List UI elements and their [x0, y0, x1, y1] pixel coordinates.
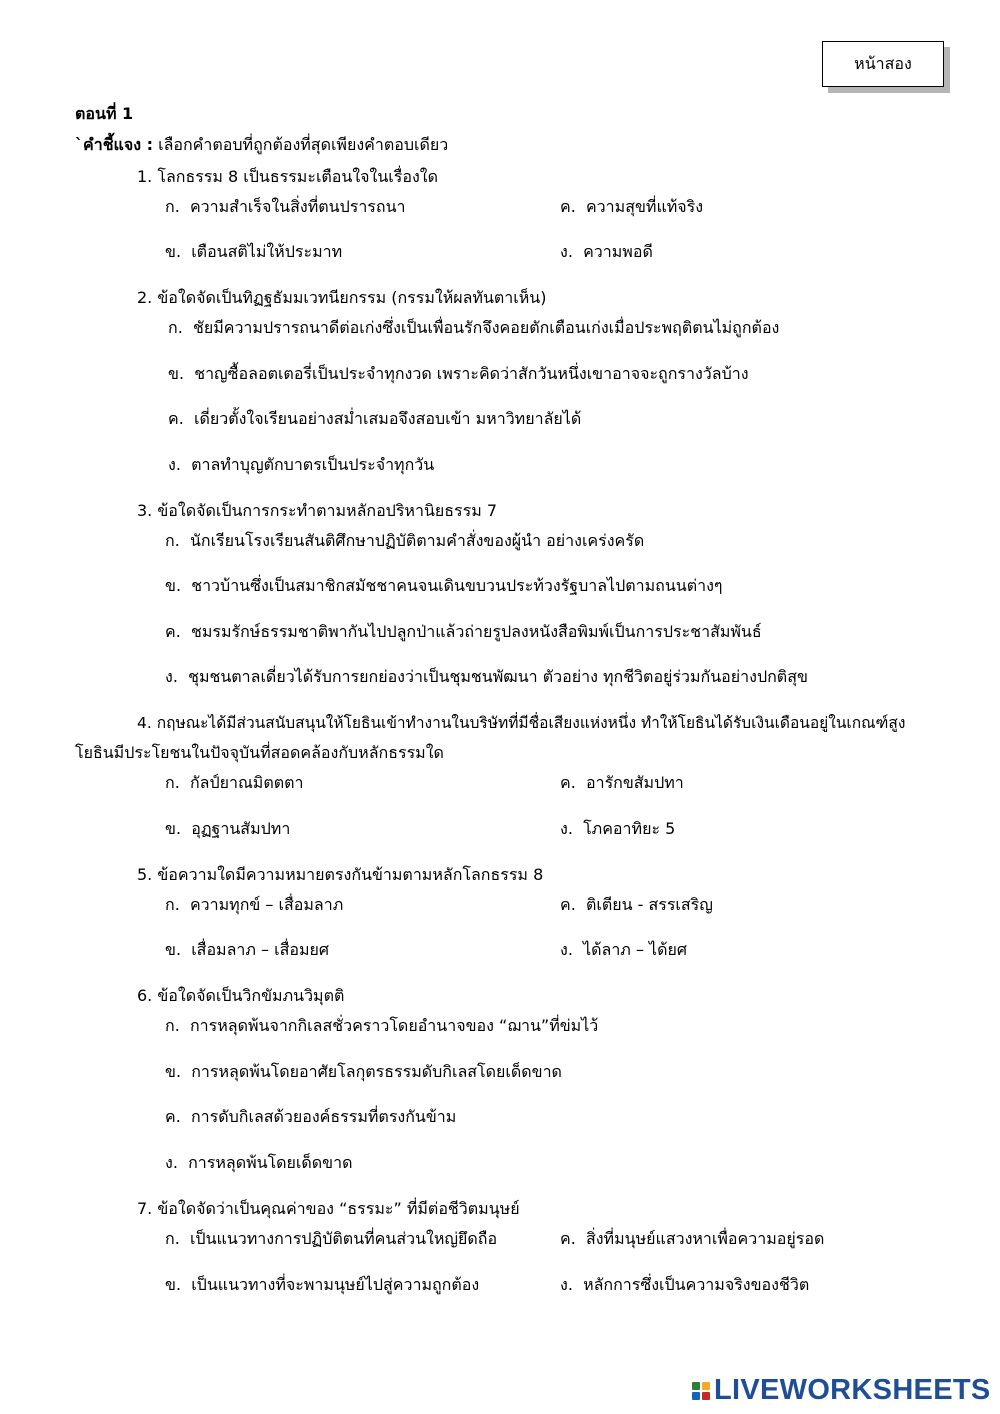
option-text: การหลุดพ้นจากกิเลสชั่วคราวโดยอำนาจของ “ฌาน”ที่ข่มไว้	[189, 1016, 599, 1035]
option-text: ชัยมีความปรารถนาดีต่อเก่งซึ่งเป็นเพื่อนรักจึงคอยตักเตือนเก่งเมื่อประพฤติตนไม่ถูกต้อง	[192, 318, 780, 337]
question-3: 3. ข้อใดจัดเป็นการกระทำตามหลักอปริหานิยธรรม 7	[137, 501, 498, 520]
instruction-label: `คำชี้แจง :	[75, 135, 154, 154]
option-text: ได้ลาภ – ได้ยศ	[583, 940, 687, 959]
option-text: อุฏฐานสัมปทา	[191, 819, 291, 838]
instruction-text: เลือกคำตอบที่ถูกต้องที่สุดเพียงคำตอบเดียว	[158, 135, 449, 154]
option-text: กัลป์ยาณมิตตตา	[189, 773, 304, 792]
question-4-line1: 4. กฤษณะได้มีส่วนสนับสนุนให้โยธินเข้าทำงานในบริษัทที่มีชื่อเสียงแห่งหนึ่ง ทำให้โยธินได้รับเงินเดือนอยู่ในเกณฑ์สูง	[137, 714, 906, 732]
option-text: การดับกิเลสด้วยองค์ธรรมที่ตรงกันข้าม	[190, 1107, 457, 1126]
option-letter: ค.	[165, 1107, 181, 1126]
option-text: ความสำเร็จในสิ่งที่ตนปรารถนา	[189, 197, 406, 216]
option-text: ความพอดี	[583, 242, 653, 261]
option-text: เตือนสติไม่ให้ประมาท	[191, 242, 343, 261]
option-letter: ก.	[165, 773, 180, 792]
option-text: เป็นแนวทางที่จะพามนุษย์ไปสู่ความถูกต้อง	[191, 1275, 480, 1294]
option-letter: ง.	[560, 819, 573, 838]
option-letter: ค.	[560, 895, 576, 914]
q3-option-c[interactable]	[165, 621, 762, 643]
option-text: การหลุดพ้นโดยเด็ดขาด	[188, 1153, 353, 1172]
q2-option-d[interactable]	[168, 454, 434, 476]
option-letter: ข.	[165, 819, 182, 838]
q3-option-d[interactable]	[165, 666, 808, 688]
q5-option-d[interactable]	[560, 939, 687, 961]
brand-text: LIVEWORKSHEETS	[714, 1374, 991, 1406]
q7-option-b[interactable]	[165, 1274, 479, 1296]
option-letter: ง.	[165, 1153, 178, 1172]
option-letter: ง.	[168, 455, 181, 474]
option-text: ชาญซื้อลอตเตอรี่เป็นประจำทุกงวด เพราะคิดว่าสักวันหนึ่งเขาอาจจะถูกรางวัลบ้าง	[194, 364, 749, 383]
liveworksheets-logo[interactable]	[692, 1374, 991, 1407]
q1-option-b[interactable]	[165, 241, 342, 263]
option-letter: ข.	[165, 242, 182, 261]
option-letter: ก.	[165, 531, 180, 550]
q1-option-c[interactable]	[560, 196, 703, 218]
option-text: ความสุขที่แท้จริง	[585, 197, 704, 216]
q2-option-a[interactable]	[168, 317, 779, 339]
option-letter: ข.	[165, 1062, 182, 1081]
logo-grid-icon	[692, 1382, 710, 1400]
question-5: 5. ข้อความใดมีความหมายตรงกันข้ามตามหลักโลกธรรม 8	[137, 865, 544, 884]
part-title: ตอนที่ 1	[75, 104, 134, 123]
option-letter: ค.	[168, 409, 184, 428]
option-letter: ค.	[165, 622, 181, 641]
q4-option-a[interactable]	[165, 772, 304, 794]
option-letter: ก.	[165, 1016, 180, 1035]
option-letter: ก.	[165, 1229, 180, 1248]
question-4-line2: โยธินมีประโยชนในปัจจุบันที่สอดคล้องกับหลักธรรมใด	[75, 743, 444, 762]
option-text: การหลุดพ้นโดยอาศัยโลกุตรธรรมดับกิเลสโดยเด็ดขาด	[191, 1062, 562, 1081]
option-text: สิ่งที่มนุษย์แสวงหาเพื่อความอยู่รอด	[585, 1229, 825, 1248]
option-text: ติเตียน - สรรเสริญ	[585, 895, 713, 914]
q2-option-b[interactable]	[168, 363, 749, 385]
q2-option-c[interactable]	[168, 408, 581, 430]
q6-option-d[interactable]	[165, 1152, 353, 1174]
option-letter: ง.	[560, 1275, 573, 1294]
question-1: 1. โลกธรรม 8 เป็นธรรมะเตือนใจในเรื่องใด	[137, 167, 438, 186]
option-letter: ค.	[560, 773, 576, 792]
option-letter: ง.	[560, 242, 573, 261]
question-7: 7. ข้อใดจัดว่าเป็นคุณค่าของ “ธรรมะ” ที่มีต่อชีวิตมนุษย์	[137, 1199, 520, 1218]
q6-option-b[interactable]	[165, 1061, 562, 1083]
option-letter: ก.	[165, 895, 180, 914]
q4-option-c[interactable]	[560, 772, 684, 794]
option-letter: ข.	[165, 576, 182, 595]
option-text: โภคอาทิยะ 5	[583, 819, 676, 838]
option-letter: ง.	[560, 940, 573, 959]
q7-option-d[interactable]	[560, 1274, 809, 1296]
option-letter: ก.	[168, 318, 183, 337]
q5-option-a[interactable]	[165, 894, 343, 916]
page-label-box	[822, 41, 944, 87]
option-text: เสื่อมลาภ – เสื่อมยศ	[191, 940, 330, 959]
option-text: ชุมชนตาลเดี่ยวได้รับการยกย่องว่าเป็นชุมชนพัฒนา ตัวอย่าง ทุกชีวิตอยู่ร่วมกันอย่างปกติสุข	[188, 667, 808, 686]
q7-option-c[interactable]	[560, 1228, 824, 1250]
option-text: นักเรียนโรงเรียนสันติศึกษาปฏิบัติตามคำสั่งของผู้นำ อย่างเคร่งครัด	[189, 531, 645, 550]
option-letter: ข.	[165, 940, 182, 959]
q1-option-d[interactable]	[560, 241, 653, 263]
option-letter: ก.	[165, 197, 180, 216]
q6-option-a[interactable]	[165, 1015, 598, 1037]
q3-option-b[interactable]	[165, 575, 723, 597]
option-letter: ข.	[168, 364, 185, 383]
question-2: 2. ข้อใดจัดเป็นทิฏฐธัมมเวทนียกรรม (กรรมให้ผลทันตาเห็น)	[137, 288, 547, 307]
option-text: อารักขสัมปทา	[585, 773, 684, 792]
q4-option-b[interactable]	[165, 818, 290, 840]
option-text: หลักการซึ่งเป็นความจริงของชีวิต	[583, 1275, 810, 1294]
option-text: ชาวบ้านซึ่งเป็นสมาชิกสมัชชาคนจนเดินขบวนประท้วงรัฐบาลไปตามถนนต่างๆ	[191, 576, 723, 595]
option-text: เป็นแนวทางการปฏิบัติตนที่คนส่วนใหญ่ยึดถือ	[189, 1229, 498, 1248]
q6-option-c[interactable]	[165, 1106, 456, 1128]
option-letter: ง.	[165, 667, 178, 686]
page-label: หน้าสอง	[854, 53, 912, 73]
q5-option-c[interactable]	[560, 894, 713, 916]
option-text: ความทุกข์ – เสื่อมลาภ	[189, 895, 344, 914]
q1-option-a[interactable]	[165, 196, 406, 218]
option-text: ชมรมรักษ์ธรรมชาติพากันไปปลูกป่าแล้วถ่ายรูปลงหนังสือพิมพ์เป็นการประชาสัมพันธ์	[190, 622, 762, 641]
option-text: ตาลทำบุญตักบาตรเป็นประจำทุกวัน	[191, 455, 435, 474]
instruction	[75, 134, 448, 156]
option-letter: ข.	[165, 1275, 182, 1294]
option-text: เดี่ยวตั้งใจเรียนอย่างสม่ำเสมอจึงสอบเข้า มหาวิทยาลัยได้	[193, 409, 582, 428]
q4-option-d[interactable]	[560, 818, 675, 840]
question-6: 6. ข้อใดจัดเป็นวิกขัมภนวิมุตติ	[137, 986, 345, 1005]
q3-option-a[interactable]	[165, 530, 644, 552]
option-letter: ค.	[560, 1229, 576, 1248]
q7-option-a[interactable]	[165, 1228, 497, 1250]
option-letter: ค.	[560, 197, 576, 216]
q5-option-b[interactable]	[165, 939, 329, 961]
